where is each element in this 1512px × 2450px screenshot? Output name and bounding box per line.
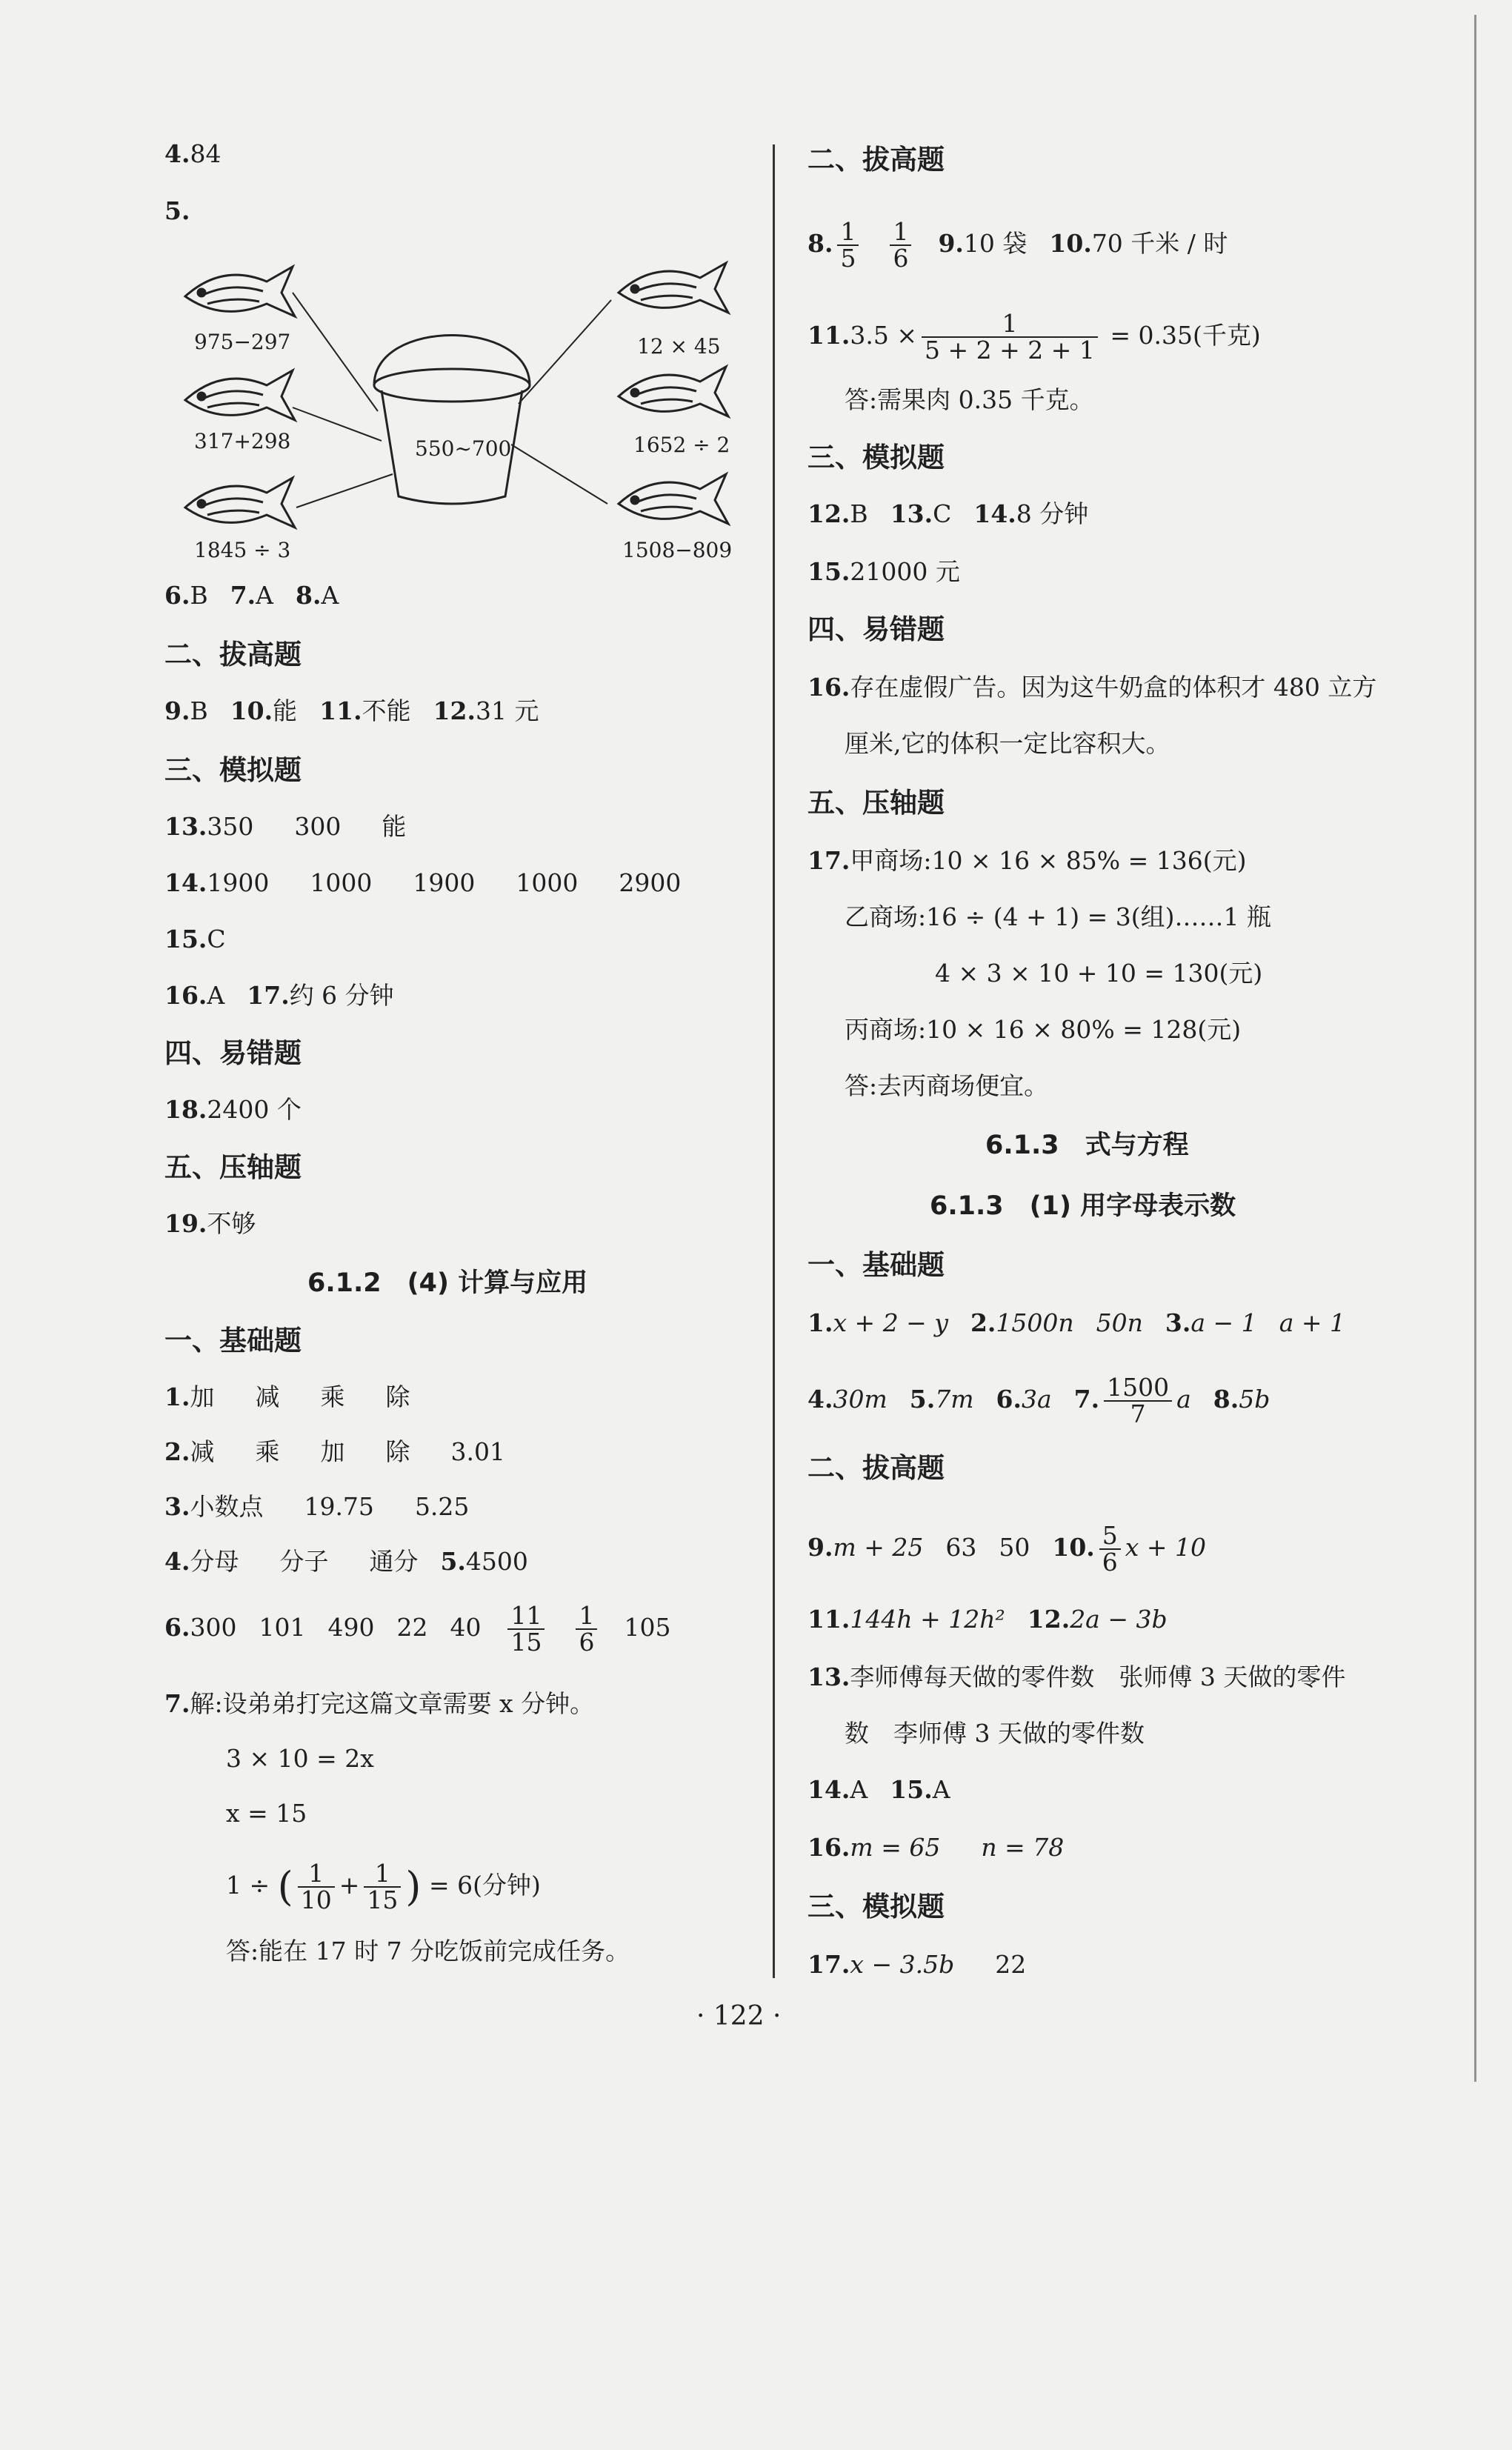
- answers-s4-8: 4.30m 5.7m 6.3a 7. $\frac{1500}{7}$ a 8.5b: [807, 1373, 1270, 1428]
- heading-moni-right-2: 三、模拟题: [807, 1891, 945, 1923]
- answer-r17-line2: 乙商场:16 ÷ (4 + 1) = 3(组)……1 瓶: [845, 902, 1271, 931]
- answers-r8-10: 8. $\frac{1}{5}$ $\frac{1}{6}$ 9.10 袋 10.70 千米 / 时: [807, 217, 1228, 273]
- basic-answer-6: 6.300 101 490 22 40 $\frac{11}{15}$ $\frac{1}{6}$ 105: [164, 1601, 671, 1657]
- heading-yazhou-right: 五、压轴题: [807, 787, 945, 819]
- fish-label-2: 317+298: [194, 429, 291, 453]
- fraction: $\frac{11}{15}$: [507, 1603, 544, 1655]
- answers-9-12: 9.B 10.能 11.不能 12.31 元: [164, 696, 539, 725]
- answer-r17-line3: 4 × 3 × 10 + 10 = 130(元): [935, 959, 1263, 988]
- answer-r16-line2: 厘米,它的体积一定比容积大。: [845, 729, 1170, 758]
- answers-s9-10: 9.m + 25 63 50 10. $\frac{5}{6}$ x + 10: [807, 1521, 1207, 1577]
- fraction: $\frac{1}{6}$: [890, 219, 911, 271]
- basic-answer-7-line1: 7.解:设弟弟打完这篇文章需要 x 分钟。: [164, 1689, 595, 1718]
- answer-s17: 17.x − 3.5b 22: [807, 1950, 1027, 1979]
- fish-bucket-diagram: [163, 248, 748, 559]
- section-title-6-1-2: 6.1.2 (4) 计算与应用: [307, 1268, 588, 1298]
- fish-label-6: 1508−809: [622, 538, 733, 562]
- heading-bagao-right-2: 二、拔高题: [807, 1452, 945, 1484]
- fish-icon: [619, 263, 728, 313]
- fish-label-3: 1845 ÷ 3: [194, 538, 291, 562]
- heading-yicuo-right: 四、易错题: [807, 613, 945, 645]
- answer-r16-line1: 16.存在虚假广告。因为这牛奶盒的体积才 480 立方: [807, 673, 1377, 702]
- answer-s16: 16.m = 65 n = 78: [807, 1833, 1065, 1862]
- heading-jichu: 一、基础题: [164, 1325, 302, 1357]
- fraction: $\frac{5}{6}$: [1099, 1523, 1121, 1575]
- heading-yicuo: 四、易错题: [164, 1037, 302, 1069]
- fish-icon: [619, 367, 728, 416]
- fraction: $\frac{1}{10}$: [298, 1861, 335, 1913]
- answer-r15: 15.21000 元: [807, 557, 960, 586]
- bucket-label: 550~700: [415, 436, 512, 461]
- answer-4: 4.84: [164, 139, 222, 168]
- answer-13: 13.350 300 能: [164, 812, 407, 841]
- heading-jichu-right: 一、基础题: [807, 1249, 945, 1281]
- heading-moni-right: 三、模拟题: [807, 442, 945, 473]
- basic-answer-7-line3: x = 15: [226, 1799, 307, 1828]
- answer-r17-line1: 17.甲商场:10 × 16 × 85% = 136(元): [807, 846, 1247, 875]
- fish-label-4: 12 × 45: [637, 334, 721, 359]
- column-divider: [773, 144, 775, 1978]
- answer-18: 18.2400 个: [164, 1095, 302, 1124]
- answer-r11-conclusion: 答:需果肉 0.35 千克。: [845, 385, 1094, 414]
- fraction: $\frac{1}{5}$: [837, 219, 859, 271]
- answers-s11-12: 11.144h + 12h² 12.2a − 3b: [807, 1605, 1168, 1634]
- basic-answer-3: 3.小数点 19.75 5.25: [164, 1492, 470, 1521]
- answers-s1-3: 1.x + 2 − y 2.1500n 50n 3.a − 1 a + 1: [807, 1308, 1345, 1337]
- answers-6-8: 6.B 7.A 8.A: [164, 581, 339, 610]
- fish-icon: [619, 474, 728, 524]
- page-number: · 122 ·: [696, 2001, 782, 2031]
- heading-bagao: 二、拔高题: [164, 639, 302, 670]
- answer-s13-line1: 13.李师傅每天做的零件数 张师傅 3 天做的零件: [807, 1662, 1346, 1691]
- fish-label-1: 975−297: [194, 330, 291, 354]
- answers-16-17: 16.A 17.约 6 分钟: [164, 981, 394, 1010]
- fraction: $\frac{1500}{7}$: [1104, 1375, 1172, 1427]
- fraction: $\frac{1}{6}$: [576, 1603, 597, 1655]
- basic-answer-4-5: 4.分母 分子 通分 5.4500: [164, 1547, 528, 1576]
- answers-r12-14: 12.B 13.C 14.8 分钟: [807, 499, 1089, 528]
- fraction: $\frac{1}{15}$: [364, 1861, 401, 1913]
- bucket-icon: [374, 336, 530, 505]
- section-title-6-1-3: 6.1.3 式与方程: [985, 1131, 1189, 1160]
- fraction: $\frac{1}{5 + 2 + 2 + 1}$: [922, 311, 1098, 363]
- heading-moni: 三、模拟题: [164, 754, 302, 786]
- basic-answer-1: 1.加 减 乘 除: [164, 1382, 410, 1411]
- fish-icon: [185, 478, 295, 527]
- answer-5-label: 5.: [164, 196, 190, 225]
- answer-19: 19.不够: [164, 1209, 256, 1238]
- answer-r17-line5: 答:去丙商场便宜。: [845, 1071, 1049, 1100]
- heading-yazhou: 五、压轴题: [164, 1151, 302, 1183]
- section-title-6-1-3-1: 6.1.3 (1) 用字母表示数: [930, 1191, 1236, 1221]
- basic-answer-2: 2.减 乘 加 除 3.01: [164, 1437, 505, 1466]
- fish-icon: [185, 267, 295, 316]
- answers-s14-15: 14.A 15.A: [807, 1775, 950, 1804]
- answer-15: 15.C: [164, 925, 226, 953]
- answer-r17-line4: 丙商场:10 × 16 × 80% = 128(元): [845, 1015, 1242, 1044]
- basic-answer-7-line5: 答:能在 17 时 7 分吃饭前完成任务。: [226, 1937, 630, 1965]
- page-edge-line: [1474, 15, 1476, 2082]
- answer-14: 14.1900 1000 1900 1000 2900: [164, 868, 682, 897]
- answer-s13-line2: 数 李师傅 3 天做的零件数: [845, 1719, 1145, 1748]
- fish-icon: [185, 370, 295, 420]
- answer-r11: 11.3.5 × $\frac{1}{5 + 2 + 2 + 1}$ = 0.35(千克): [807, 309, 1261, 364]
- basic-answer-7-line4: 1 ÷ ( $\frac{1}{10}$ + $\frac{1}{15}$ ) = 6(分钟): [226, 1859, 541, 1914]
- fish-label-5: 1652 ÷ 2: [633, 433, 730, 457]
- basic-answer-7-line2: 3 × 10 = 2x: [226, 1744, 374, 1773]
- heading-bagao-right: 二、拔高题: [807, 144, 945, 176]
